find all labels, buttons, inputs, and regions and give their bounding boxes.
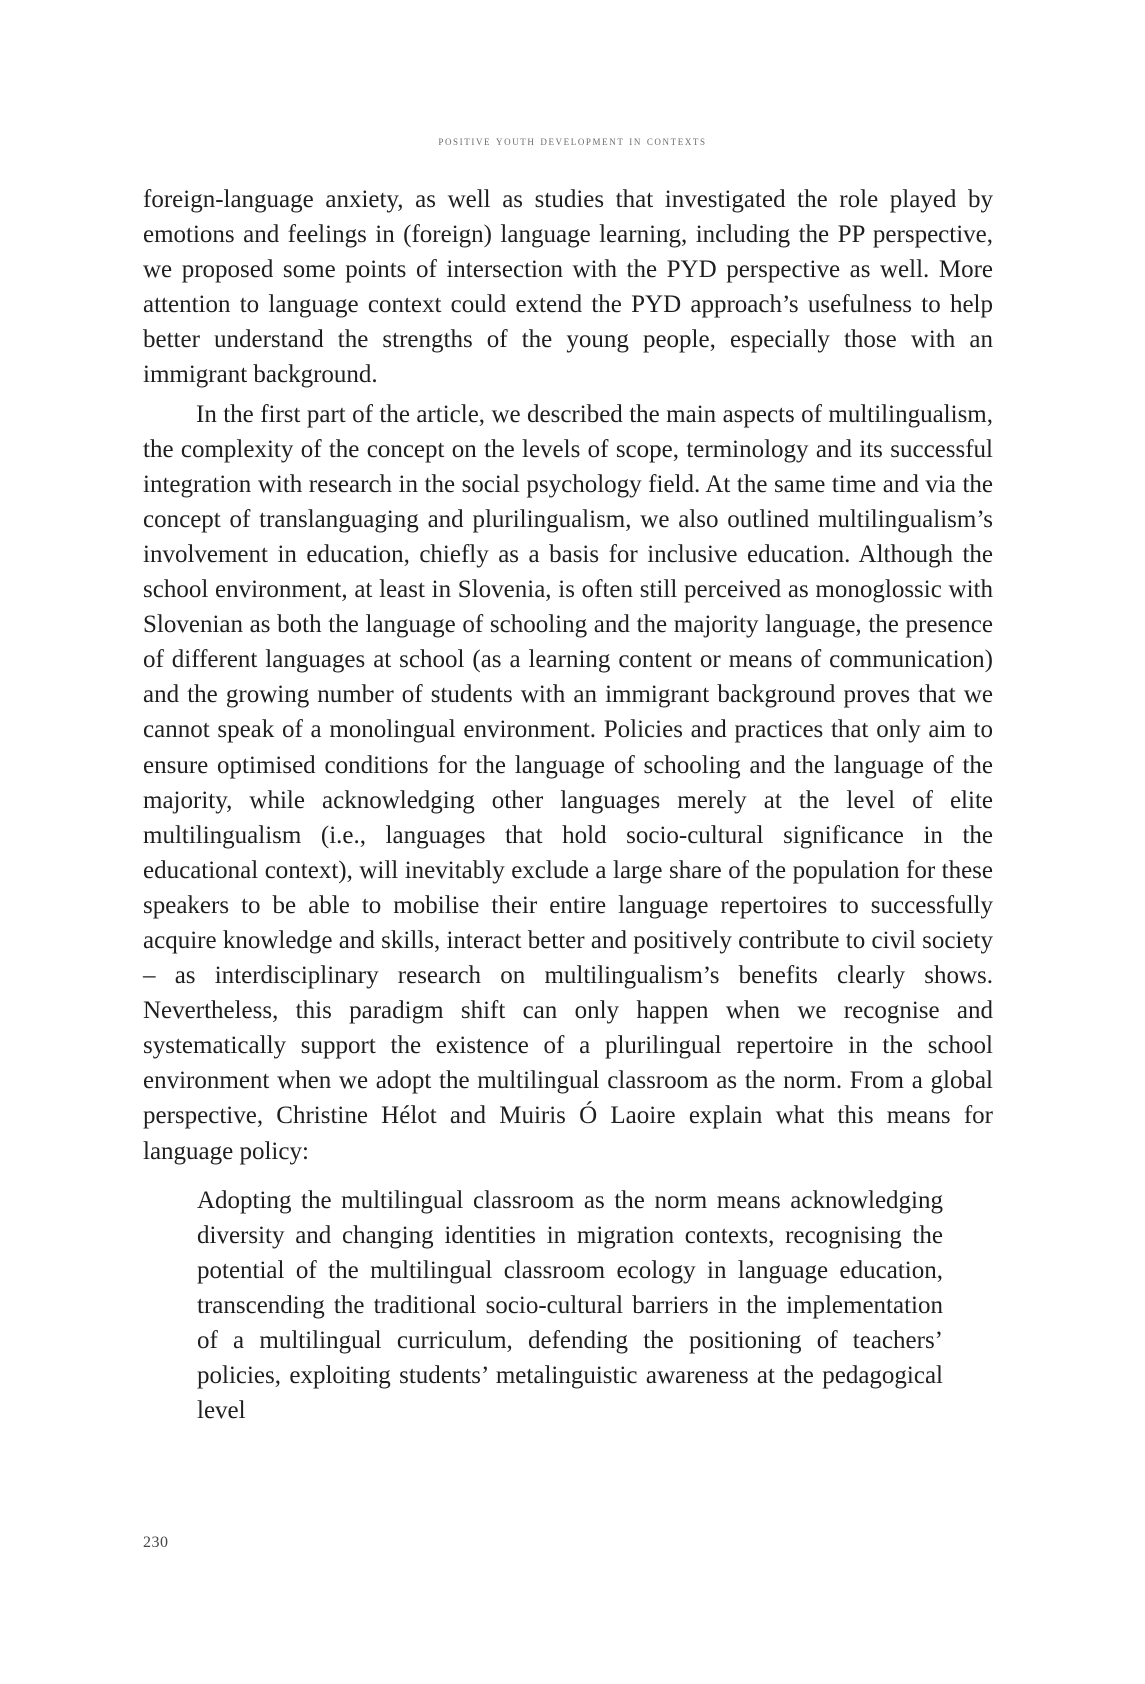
body-paragraph-1: foreign-language anxiety, as well as studies that investigated the role played by emotions and feelings in (foreign) language learning, including the PP perspective, we proposed some points of intersection with the PYD perspective as well. More attention to language context could extend the PYD approach’s usefulness to help better understand the strengths of the young people, especially those with an immigrant background.: [143, 186, 993, 389]
body-paragraph-2: In the first part of the article, we described the main aspects of multilingualism, the complexity of the concept on the levels of scope, terminology and its successful integration with research in the social psychology field. At the same time and via the concept of translanguaging and plurilingualism, we also outlined multilingualism’s involvement in education, chiefly as a basis for inclusive education. Although the school environment, at least in Slovenia, is often still perceived as monoglossic with Slovenian as both the language of schooling and the majority language, the presence of different languages at school (as a learning content or means of communication) and the growing number of students with an immigrant background proves that we cannot speak of a monolingual environment. Policies and practices that only aim to ensure optimised conditions for the language of schooling and the language of the majority, while acknowledging other languages merely at the level of elite multilingualism (i.e., languages that hold socio-cultural significance in the educational context), will inevitably exclude a large share of the population for these speakers to be able to mobilise their entire language repertoires to successfully acquire knowledge and skills, interact better and positively contribute to civil society – as interdisciplinary research on multilingualism’s benefits clearly shows. Nevertheless, this paradigm shift can only happen when we recognise and systematically support the existence of a plurilingual repertoire in the school environment when we adopt the multilingual classroom as the norm. From a global perspective, Christine Hélot and Muiris Ó Laoire explain what this means for language policy:: [143, 400, 993, 1165]
running-head: positive youth development in contexts: [438, 133, 707, 148]
block-quote: Adopting the multilingual classroom as the norm means acknowledging diversity and changing identities in migration contexts, recognising the potential of the multilingual classroom ecology in language education, transcending the traditional socio-cultural barriers in the implementation of a multilingual curriculum, defending the positioning of teachers’ policies, exploiting students’ metalinguistic awareness at the pedagogical level: [197, 1186, 943, 1425]
page-number: 230: [143, 1534, 169, 1551]
page-body: [143, 182, 993, 1428]
